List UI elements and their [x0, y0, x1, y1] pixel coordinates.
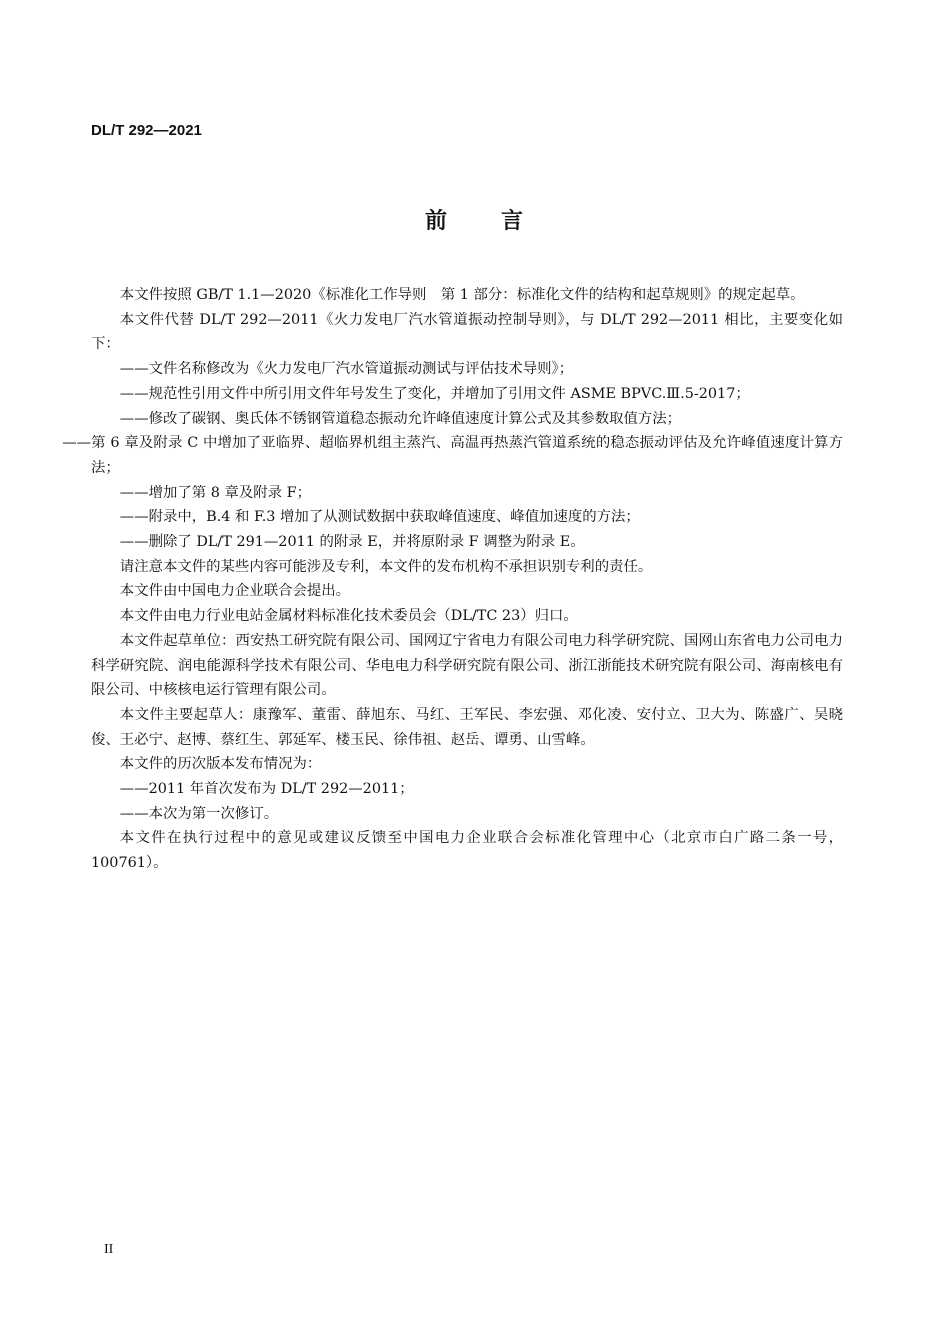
change-item-6: ——附录中，B.4 和 F.3 增加了从测试数据中获取峰值速度、峰值加速度的方法；: [119, 509, 640, 526]
change-item-4: ——第 6 章及附录 C 中增加了亚临界、超临界机组主蒸汽、高温再热蒸汽管道系统的稳态振动评估及允许峰值速度计算方法；: [62, 435, 843, 476]
title-char-1: 前: [424, 209, 449, 234]
standard-code-header: DL/T 292—2021: [91, 122, 202, 139]
foreword-body: [62, 283, 843, 876]
paragraph-version-history: 本文件的历次版本发布情况为：: [119, 756, 322, 773]
history-item-2: ——本次为第一次修订。: [119, 805, 279, 822]
paragraph-drafters: 本文件主要起草人：康豫军、董雷、薛旭东、马红、王军民、李宏强、邓化凌、安付立、卫大为、陈盛广、吴晓俊、王必宁、赵博、蔡红生、郭延军、楼玉民、徐伟祖、赵岳、谭勇、山雪峰。: [91, 706, 843, 748]
page-title: [0, 204, 950, 235]
change-item-5: ——增加了第 8 章及附录 F；: [119, 484, 311, 501]
change-item-7: ——删除了 DL/T 291—2011 的附录 E，并将原附录 F 调整为附录 E。: [119, 534, 585, 551]
paragraph-drafting-basis: 本文件按照 GB/T 1.1—2020《标准化工作导则 第 1 部分：标准化文件的结构和起草规则》的规定起草。: [119, 287, 805, 303]
paragraph-proposer: 本文件由中国电力企业联合会提出。: [119, 583, 351, 600]
history-item-1: ——2011 年首次发布为 DL/T 292—2011；: [119, 781, 414, 798]
change-item-1: ——文件名称修改为《火力发电厂汽水管道振动测试与评估技术导则》；: [119, 361, 574, 378]
page-number: II: [104, 1242, 114, 1257]
change-item-2: ——规范性引用文件中所引用文件年号发生了变化，并增加了引用文件 ASME BPVC.Ⅲ.5-2017；: [119, 385, 750, 402]
change-item-3: ——修改了碳钢、奥氏体不锈钢管道稳态振动允许峰值速度计算公式及其参数取值方法；: [119, 410, 682, 427]
paragraph-patent-notice: 请注意本文件的某些内容可能涉及专利，本文件的发布机构不承担识别专利的责任。: [119, 558, 653, 575]
paragraph-drafting-units: 本文件起草单位：西安热工研究院有限公司、国网辽宁省电力有限公司电力科学研究院、国网山东省电力公司电力科学研究院、润电能源科学技术有限公司、华电电力科学研究院有限公司、浙江浙能技术研究院有限公司、海南核电有限公司、中核核电运行管理有限公司。: [91, 632, 843, 699]
title-char-2: 言: [501, 209, 526, 234]
paragraph-replacement: 本文件代替 DL/T 292—2011《火力发电厂汽水管道振动控制导则》，与 DL/T 292—2011 相比，主要变化如下：: [91, 311, 843, 353]
paragraph-centralized-by: 本文件由电力行业电站金属材料标准化技术委员会（DL/TC 23）归口。: [119, 608, 578, 625]
paragraph-feedback: 本文件在执行过程中的意见或建议反馈至中国电力企业联合会标准化管理中心（北京市白广路二条一号，100761）。: [91, 830, 843, 872]
